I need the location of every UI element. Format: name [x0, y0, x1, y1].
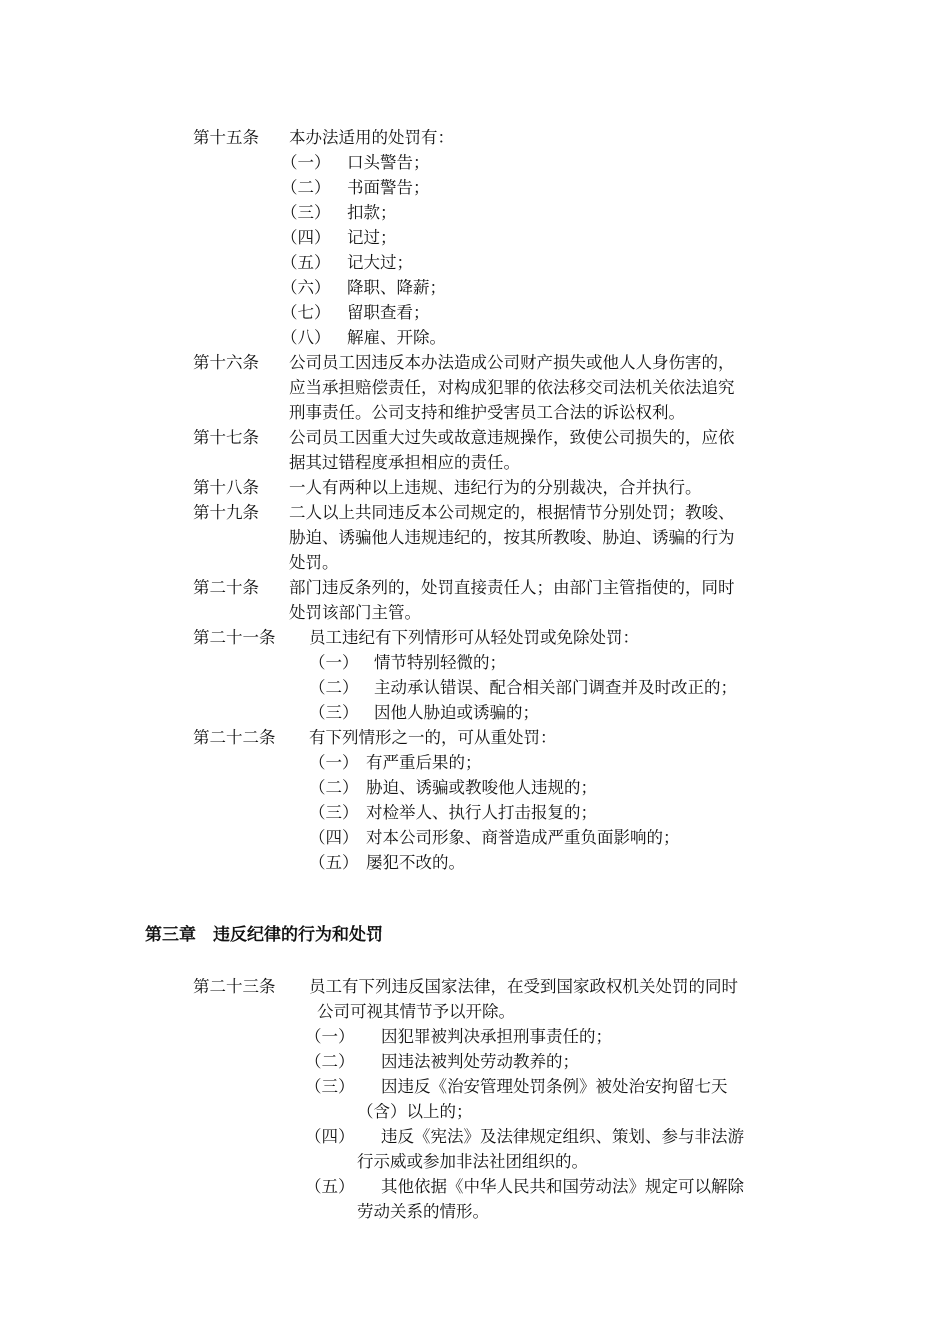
article-line: 据其过错程度承担相应的责任。	[289, 453, 520, 472]
article-label: 第二十一条	[193, 628, 276, 647]
item-number: （二）	[309, 778, 359, 797]
item-number: （七）	[281, 303, 331, 322]
article-line: 一人有两种以上违规、违纪行为的分别裁决，合并执行。	[289, 478, 702, 497]
article-line: 公司员工因违反本办法造成公司财产损失或他人人身伤害的，	[289, 353, 735, 372]
article-line: 公司可视其情节予以开除。	[317, 1002, 515, 1021]
article-line: 刑事责任。公司支持和维护受害员工合法的诉讼权利。	[289, 403, 685, 422]
article-label: 第十五条	[193, 128, 259, 147]
item-text: 因违法被判处劳动教养的；	[381, 1052, 579, 1071]
article-line: 公司员工因重大过失或故意违规操作，致使公司损失的，应依	[289, 428, 735, 447]
article-text: 有下列情形之一的，可从重处罚：	[309, 728, 557, 747]
item-text: 因他人胁迫或诱骗的；	[374, 703, 539, 722]
item-number: （三）	[281, 203, 331, 222]
article-label: 第二十三条	[193, 977, 276, 996]
article-label: 第十九条	[193, 503, 259, 522]
item-text: 因违反《治安管理处罚条例》被处治安拘留七天	[381, 1077, 728, 1096]
item-number: （二）	[305, 1052, 355, 1071]
article-text: 员工违纪有下列情形可从轻处罚或免除处罚：	[309, 628, 639, 647]
item-number: （二）	[309, 678, 359, 697]
item-number: （一）	[309, 753, 359, 772]
article-line: 部门违反条列的，处罚直接责任人；由部门主管指使的，同时	[289, 578, 735, 597]
item-number: （五）	[281, 253, 331, 272]
item-text: 情节特别轻微的；	[374, 653, 506, 672]
item-number: （一）	[309, 653, 359, 672]
item-text: （含）以上的；	[357, 1102, 473, 1121]
item-number: （五）	[305, 1177, 355, 1196]
item-text: 解雇、开除。	[347, 328, 446, 347]
item-number: （三）	[305, 1077, 355, 1096]
item-text: 行示威或参加非法社团组织的。	[357, 1152, 588, 1171]
item-number: （三）	[309, 803, 359, 822]
item-text: 有严重后果的；	[366, 753, 482, 772]
article-text: 本办法适用的处罚有：	[289, 128, 454, 147]
item-number: （一）	[281, 153, 331, 172]
article-label: 第十六条	[193, 353, 259, 372]
article-line: 处罚该部门主管。	[289, 603, 421, 622]
item-text: 口头警告；	[347, 153, 430, 172]
article-line: 胁迫、诱骗他人违规违纪的，按其所教唆、胁迫、诱骗的行为	[289, 528, 735, 547]
article-label: 第十八条	[193, 478, 259, 497]
item-text: 因犯罪被判决承担刑事责任的；	[381, 1027, 612, 1046]
article-label: 第二十二条	[193, 728, 276, 747]
item-text: 书面警告；	[347, 178, 430, 197]
article-line: 应当承担赔偿责任，对构成犯罪的依法移交司法机关依法追究	[289, 378, 735, 397]
chapter-heading: 第三章 违反纪律的行为和处罚	[145, 925, 383, 945]
item-text: 劳动关系的情形。	[357, 1202, 489, 1221]
item-text: 降职、降薪；	[347, 278, 446, 297]
item-text: 留职查看；	[347, 303, 430, 322]
item-number: （四）	[309, 828, 359, 847]
item-text: 对本公司形象、商誉造成严重负面影响的；	[366, 828, 680, 847]
item-text: 其他依据《中华人民共和国劳动法》规定可以解除	[381, 1177, 744, 1196]
item-number: （四）	[305, 1127, 355, 1146]
article-line: 二人以上共同违反本公司规定的，根据情节分别处罚；教唆、	[289, 503, 735, 522]
item-number: （六）	[281, 278, 331, 297]
item-number: （五）	[309, 853, 359, 872]
article-label: 第二十条	[193, 578, 259, 597]
item-text: 记过；	[347, 228, 397, 247]
item-number: （八）	[281, 328, 331, 347]
item-text: 屡犯不改的。	[366, 853, 465, 872]
item-text: 对检举人、执行人打击报复的；	[366, 803, 597, 822]
item-text: 记大过；	[347, 253, 413, 272]
item-text: 胁迫、诱骗或教唆他人违规的；	[366, 778, 597, 797]
item-number: （二）	[281, 178, 331, 197]
article-line: 员工有下列违反国家法律，在受到国家政权机关处罚的同时	[309, 977, 738, 996]
item-text: 违反《宪法》及法律规定组织、策划、参与非法游	[381, 1127, 744, 1146]
item-text: 主动承认错误、配合相关部门调查并及时改正的；	[374, 678, 737, 697]
item-number: （三）	[309, 703, 359, 722]
item-text: 扣款；	[347, 203, 397, 222]
item-number: （一）	[305, 1027, 355, 1046]
article-label: 第十七条	[193, 428, 259, 447]
article-line: 处罚。	[289, 553, 339, 572]
item-number: （四）	[281, 228, 331, 247]
